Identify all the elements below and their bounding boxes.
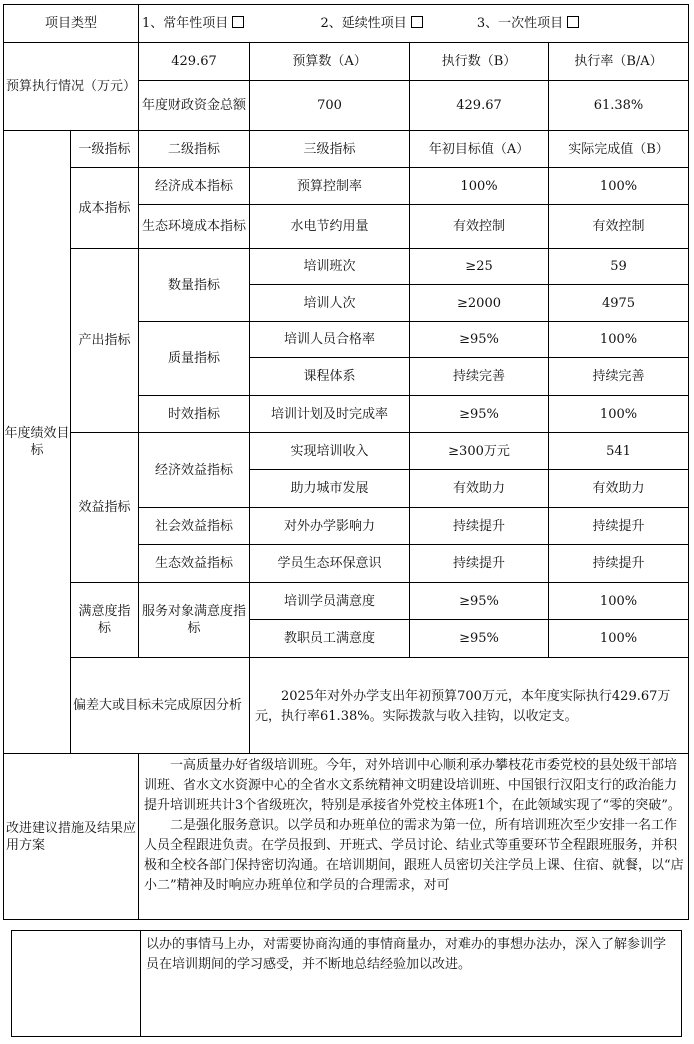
- budget-header-rate: 执行率（B/A）: [549, 43, 689, 81]
- option-recurring[interactable]: 1、常年性项目: [142, 15, 244, 32]
- option-continuing[interactable]: 2、延续性项目: [320, 15, 422, 32]
- indicator-header-row: [4, 131, 689, 168]
- indicator-actual: 持续完善: [549, 358, 689, 396]
- indicator-name: 培训计划及时完成率: [250, 396, 410, 433]
- indicator-target: 持续提升: [410, 545, 549, 583]
- indicator-target: ≥300万元: [410, 433, 549, 470]
- subgroup-timeliness: 时效指标: [139, 396, 250, 433]
- indicator-target: ≥95%: [410, 583, 549, 620]
- subgroup-quality: 质量指标: [139, 322, 250, 396]
- indicator-name: 预算控制率: [250, 168, 410, 205]
- subgroup-economic-cost: 经济成本指标: [139, 168, 250, 205]
- indicator-actual: 100%: [549, 583, 689, 620]
- group-benefit: 效益指标: [71, 433, 139, 583]
- header-actual: 实际完成值（B）: [549, 131, 689, 168]
- table-row: [4, 433, 689, 470]
- improvement-text: [139, 754, 689, 920]
- continuation-table: [11, 930, 682, 1037]
- table-row: [4, 249, 689, 285]
- indicator-actual: 100%: [549, 322, 689, 358]
- indicator-target: ≥25: [410, 249, 549, 285]
- group-output: 产出指标: [71, 249, 139, 433]
- budget-header-a: 预算数（A）: [250, 43, 410, 81]
- indicator-target: ≥2000: [410, 285, 549, 322]
- group-cost: 成本指标: [71, 168, 139, 249]
- indicator-actual: 有效助力: [549, 470, 689, 508]
- subgroup-eco-cost: 生态环境成本指标: [139, 205, 250, 249]
- indicator-actual: 100%: [549, 396, 689, 433]
- improvement-paragraph-1: 一高质量办好省级培训班。今年，对外培训中心顺利承办攀枝花市委党校的县处级干部培训班、省水文水资源中心的全省水文系统精神文明建设培训班、中国银行汉阳支行的政治能力提升培训班共计3个省级班次，特别是承接省外党校主体班1个，在此领域实现了“零的突破”。: [144, 758, 681, 813]
- budget-value-b: 429.67: [410, 81, 549, 131]
- budget-value-a: 700: [250, 81, 410, 131]
- indicator-name: 水电节约用量: [250, 205, 410, 249]
- subgroup-service-satisfaction: 服务对象满意度指标: [139, 583, 250, 658]
- project-type-options: [139, 5, 689, 43]
- indicator-actual: 持续提升: [549, 508, 689, 545]
- indicator-target: 持续完善: [410, 358, 549, 396]
- checkbox-icon[interactable]: [567, 16, 579, 28]
- budget-header-b: 执行数（B）: [410, 43, 549, 81]
- indicator-name: 培训人次: [250, 285, 410, 322]
- indicator-actual: 持续提升: [549, 545, 689, 583]
- indicator-name: 培训班次: [250, 249, 410, 285]
- indicator-actual: 100%: [549, 620, 689, 658]
- subgroup-economic-benefit: 经济效益指标: [139, 433, 250, 508]
- indicator-target: 持续提升: [410, 508, 549, 545]
- budget-header-row: [4, 43, 689, 81]
- indicator-target: ≥95%: [410, 322, 549, 358]
- indicator-target: 100%: [410, 168, 549, 205]
- indicator-actual: 541: [549, 433, 689, 470]
- budget-value-rate: 61.38%: [549, 81, 689, 131]
- indicator-name: 教职员工满意度: [250, 620, 410, 658]
- improvement-label: 改进建议措施及结果应用方案: [4, 754, 139, 920]
- indicator-actual: 4975: [549, 285, 689, 322]
- performance-section-label: 年度绩效目标: [4, 131, 71, 754]
- subgroup-social-benefit: 社会效益指标: [139, 508, 250, 545]
- indicator-target: 有效助力: [410, 470, 549, 508]
- indicator-name: 培训学员满意度: [250, 583, 410, 620]
- header-level3: 三级指标: [250, 131, 410, 168]
- header-target: 年初目标值（A）: [410, 131, 549, 168]
- improvement-row: [4, 754, 689, 920]
- indicator-actual: 59: [549, 249, 689, 285]
- indicator-target: 有效控制: [410, 205, 549, 249]
- improvement-continuation-text: [141, 931, 682, 1037]
- budget-label: 预算执行情况（万元）: [4, 43, 139, 131]
- table-row: [4, 583, 689, 620]
- continuation-row: [12, 931, 682, 1037]
- indicator-actual: 100%: [549, 168, 689, 205]
- continuation-label-cell: [12, 931, 141, 1037]
- indicator-target: ≥95%: [410, 620, 549, 658]
- deviation-text: 2025年对外办学支出年初预算700万元，本年度实际执行429.67万元，执行率61.38%。实际拨款与收入挂钩，以收定支。: [250, 658, 689, 754]
- budget-total: 429.67: [139, 43, 250, 81]
- improvement-paragraph-3: 以办的事情马上办，对需要协商沟通的事情商量办，对难办的事想办法办，深入了解参训学员在培训期间的学习感受，并不断地总结经验加以改进。: [146, 937, 667, 972]
- checkbox-icon[interactable]: [411, 16, 423, 28]
- deviation-row: [4, 658, 689, 754]
- header-level2: 二级指标: [139, 131, 250, 168]
- subgroup-quantity: 数量指标: [139, 249, 250, 322]
- table-row: [4, 168, 689, 205]
- indicator-name: 实现培训收入: [250, 433, 410, 470]
- checkbox-icon[interactable]: [232, 16, 244, 28]
- indicator-name: 培训人员合格率: [250, 322, 410, 358]
- performance-table: [3, 4, 689, 920]
- indicator-name: 学员生态环保意识: [250, 545, 410, 583]
- header-level1: 一级指标: [71, 131, 139, 168]
- indicator-name: 对外办学影响力: [250, 508, 410, 545]
- budget-row-label: 年度财政资金总额: [139, 81, 250, 131]
- indicator-actual: 有效控制: [549, 205, 689, 249]
- indicator-name: 助力城市发展: [250, 470, 410, 508]
- indicator-name: 课程体系: [250, 358, 410, 396]
- deviation-label: 偏差大或目标未完成原因分析: [71, 658, 250, 754]
- project-type-row: [4, 5, 689, 43]
- subgroup-eco-benefit: 生态效益指标: [139, 545, 250, 583]
- option-one-time[interactable]: 3、一次性项目: [477, 15, 579, 32]
- group-satisfaction: 满意度指标: [71, 583, 139, 658]
- improvement-paragraph-2: 二是强化服务意识。以学员和办班单位的需求为第一位，所有培训班次至少安排一名工作人员全程跟进负责。在学员报到、开班式、学员讨论、结业式等重要环节全程跟班服务，并积极和全校各部门保持密切沟通。在培训期间，跟班人员密切关注学员上课、住宿、就餐，以“店小二”精神及时响应办班单位和学员的合理需求，对可: [144, 818, 684, 893]
- indicator-target: ≥95%: [410, 396, 549, 433]
- project-type-label: 项目类型: [4, 5, 139, 43]
